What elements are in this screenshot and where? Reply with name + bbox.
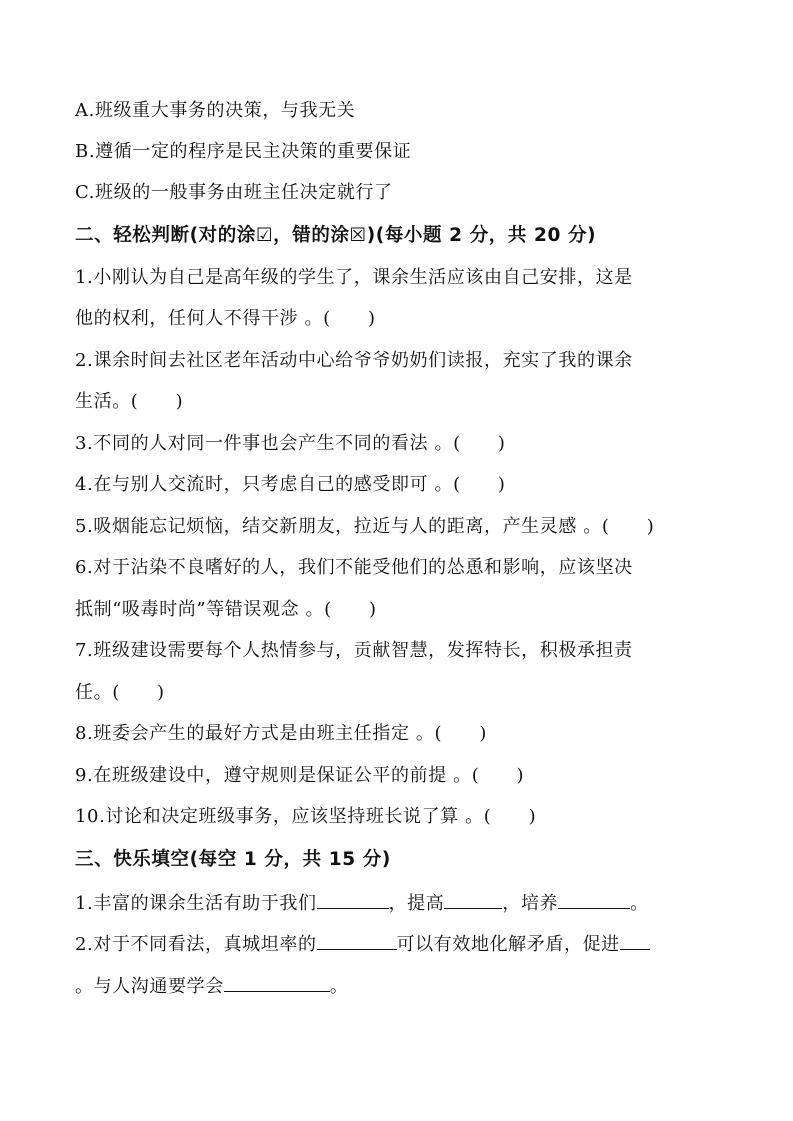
fill-q1-text-1: 1.丰富的课余生活有助于我们 [75,893,317,914]
judge-q7-line1: 7.班级建设需要每个人热情参与，贡献智慧，发挥特长，积极承担责 [75,640,633,661]
judge-q1-line2: 他的权利，任何人不得干涉 。( ) [75,308,376,329]
judge-q4: 4.在与别人交流时，只考虑自己的感受即可 。( ) [75,474,506,495]
section-3-title: 三、快乐填空(每空 1 分，共 15 分) [75,849,391,870]
fill-q1 [75,890,725,916]
option-b: B.遵循一定的程序是民主决策的重要保证 [75,141,412,162]
fill-q2-text-2: 可以有效地化解矛盾，促进 [396,934,620,955]
fill-q2-text-1: 2.对于不同看法，真城坦率的 [75,934,317,955]
fill-blank[interactable] [558,890,630,909]
judge-q1-line1: 1.小刚认为自己是高年级的学生了，课余生活应该由自己安排，这是 [75,267,633,288]
judge-q2-line1: 2.课余时间去社区老年活动中心给爷爷奶奶们读报，充实了我的课余 [75,350,633,371]
judge-q8: 8.班委会产生的最好方式是由班主任指定 。( ) [75,723,487,744]
fill-blank[interactable] [224,973,330,992]
judge-q2-line2: 生活。( ) [75,391,184,412]
section-2-title: 二、轻松判断(对的涂☑，错的涂☒)(每小题 2 分，共 20 分) [75,225,597,246]
fill-q2-text-4: 。 [329,976,349,997]
fill-blank[interactable] [444,890,502,909]
judge-q3: 3.不同的人对同一件事也会产生不同的看法 。( ) [75,433,506,454]
judge-q9: 9.在班级建设中，遵守规则是保证公平的前提 。( ) [75,765,525,786]
judge-q6-line2: 抵制“吸毒时尚”等错误观念 。( ) [75,599,377,620]
judge-q7-line2: 任。( ) [75,682,165,703]
fill-blank[interactable] [317,931,397,950]
fill-blank[interactable] [317,890,389,909]
judge-q5: 5.吸烟能忘记烦恼，结交新朋友，拉近与人的距离，产生灵感 。( ) [75,516,655,537]
option-c: C.班级的一般事务由班主任决定就行了 [75,182,393,203]
fill-blank[interactable] [620,931,650,950]
judge-q6-line1: 6.对于沾染不良嗜好的人，我们不能受他们的怂恿和影响，应该坚决 [75,557,633,578]
judge-q10: 10.讨论和决定班级事务，应该坚持班长说了算 。( ) [75,806,537,827]
fill-q1-text-2: ，提高 [388,893,445,914]
fill-q2-text-3: 。与人沟通要学会 [75,976,224,997]
fill-q2-line1 [75,931,725,957]
option-a: A.班级重大事务的决策，与我无关 [75,100,356,121]
fill-q2-line2 [75,973,725,999]
fill-q1-text-3: ，培养 [502,893,559,914]
fill-q1-text-4: 。 [630,893,649,914]
